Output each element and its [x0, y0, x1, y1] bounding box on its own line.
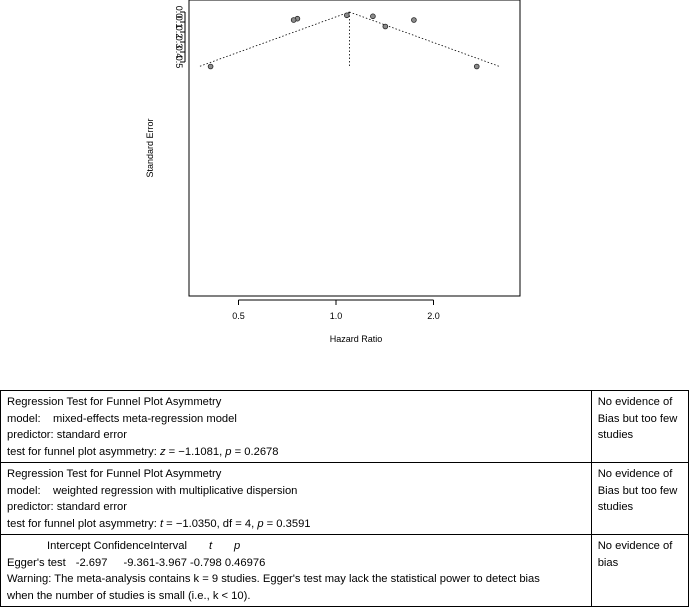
- table-row: [1, 463, 689, 535]
- model-line: model: mixed-effects meta-regression model: [7, 412, 237, 425]
- y-tick-label: 0.1: [174, 15, 184, 29]
- conclusion-cell: No evidence of bias: [591, 535, 688, 607]
- conclusion-cell: No evidence of Bias but too few studies: [591, 463, 688, 535]
- table-row: [1, 391, 689, 463]
- study-point: [371, 14, 376, 19]
- predictor-line: predictor: standard error: [7, 501, 128, 513]
- table-row: [1, 535, 689, 607]
- test-title: Regression Test for Funnel Plot Asymmetry: [7, 396, 222, 408]
- egger-values-line: Egger's test -2.697 -9.361-3.967 -0.798 0.46976: [7, 556, 266, 569]
- study-point: [412, 18, 417, 23]
- funnel-left-bound: [199, 12, 349, 67]
- warning-line: Warning: The meta-analysis contains k = 9 studies. Egger's test may lack the statistical power to detect bias: [7, 573, 540, 585]
- y-axis-label: Standard Error: [145, 118, 155, 178]
- model-line: model: weighted regression with multiplicative dispersion: [7, 484, 298, 497]
- y-tick-label: 0.3: [174, 35, 184, 49]
- plot-frame: [189, 0, 520, 296]
- conclusion-cell: No evidence of Bias but too few studies: [591, 391, 688, 463]
- test-result-cell: [1, 463, 592, 535]
- y-tick-label: 0.5: [174, 55, 184, 69]
- study-point: [344, 13, 349, 18]
- asymmetry-test-line: test for funnel plot asymmetry: t = −1.0350, df = 4, p = 0.3591: [7, 517, 311, 530]
- x-tick-label: 1.0: [329, 311, 343, 321]
- x-axis-label: Hazard Ratio: [329, 334, 383, 344]
- egger-header-line: Intercept ConfidenceInterval t p: [47, 540, 241, 552]
- test-result-cell: [1, 391, 592, 463]
- funnel-right-bound: [349, 12, 499, 67]
- y-tick-label: 0.0: [174, 5, 184, 19]
- study-point: [208, 64, 213, 69]
- study-point: [383, 24, 388, 29]
- test-title: Regression Test for Funnel Plot Asymmetry: [7, 468, 222, 480]
- study-point: [474, 64, 479, 69]
- results-table: [0, 390, 689, 607]
- egger-test-cell: [1, 535, 592, 607]
- warning-line: when the number of studies is small (i.e., k < 10).: [7, 589, 251, 602]
- y-tick-label: 0.4: [174, 45, 184, 59]
- asymmetry-test-line: test for funnel plot asymmetry: z = −1.1081, p = 0.2678: [7, 445, 279, 458]
- study-point: [291, 18, 296, 23]
- y-tick-label: 0.2: [174, 25, 184, 39]
- x-tick-label: 2.0: [427, 311, 440, 321]
- x-tick-label: 0.5: [232, 311, 245, 321]
- predictor-line: predictor: standard error: [7, 429, 128, 441]
